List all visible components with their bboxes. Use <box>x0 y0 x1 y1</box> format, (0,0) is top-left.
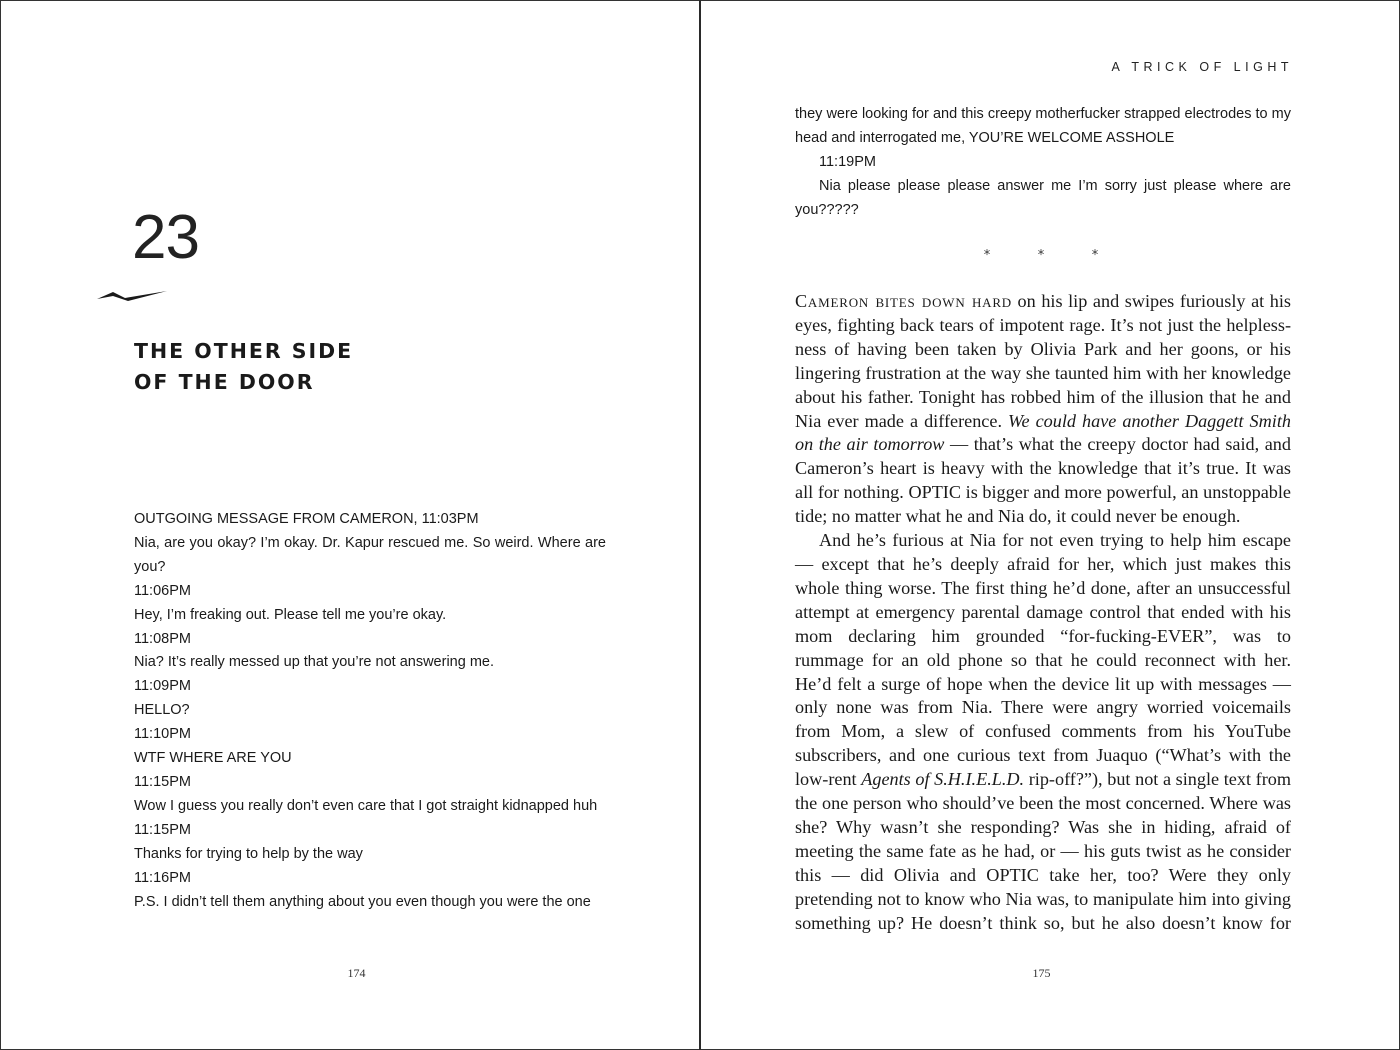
message-text: Wow I guess you really don’t even care that I got straight kidnapped huh <box>134 797 598 814</box>
message-log <box>109 508 609 914</box>
paragraph-text: — that’s what the creepy doctor had said, and Cameron’s heart is heavy with the knowledge that it’s true. It was all for nothing. OPTIC is bigger and more powerful, an unstoppable tide; no matter what he and Nia do, it could never be enough. <box>795 434 1291 527</box>
page-number: 175 <box>1032 966 1051 980</box>
paragraph <box>795 529 1291 935</box>
paragraph <box>795 290 1291 529</box>
message-header: OUTGOING MESSAGE FROM CAMERON, 11:03PM <box>134 511 479 527</box>
message-text: Nia, are you okay? I’m okay. Dr. Kapur rescued me. So weird. Where are you? <box>134 534 606 575</box>
italic-title: Agents of S.H.I.E.L.D. <box>861 769 1025 790</box>
message-timestamp: 11:19PM <box>819 154 876 170</box>
message-text: they were looking for and this creepy motherfucker strapped electrodes to my head and interrogated me, YOU’RE WELCOME ASSHOLE <box>795 106 1291 146</box>
message-text: Hey, I’m freaking out. Please tell me you’re okay. <box>134 606 447 623</box>
scene-break <box>981 248 1101 263</box>
left-page <box>0 0 699 1050</box>
chapter-number: 23 <box>132 203 199 272</box>
italic-quote: We could have another Daggett Smith on the air tomorrow <box>795 410 1291 455</box>
running-head: A TRICK OF LIGHT <box>1111 60 1293 74</box>
chapter-title-line-1: THE OTHER SIDE <box>134 339 354 363</box>
scene-break-asterisk: * <box>1037 248 1045 263</box>
message-timestamp: 11:06PM <box>134 582 191 599</box>
paragraph-text: And he’s furious at Nia for not even trying to help him escape — except that he’s deeply afraid for her, which just makes this whole thing worse. The first thing he’d done, after an unsuccessful attempt at emergency parental damage control that ended with his mom declaring him grounded “for-fucking-EVER”, was to rummage for an old phone so that he could reconnect with her. He’d felt a surge of hope when the device lit up with messages — only none was from Nia. There were angry worried voicemails from Mom, a slew of confused comments from his YouTube subscribers, and one curious text from Juaquo (“What’s with the low-rent <box>795 530 1291 790</box>
message-text: HELLO? <box>134 702 190 719</box>
last-message: Nia please please please answer me I’m sorry just please where are you????? <box>795 178 1291 218</box>
message-timestamp: 11:16PM <box>134 869 191 886</box>
chapter-title-line-2: OF THE DOOR <box>134 370 315 394</box>
paragraph-lead-in: Cameron bites down hard <box>795 291 1012 311</box>
chapter-ornament-icon <box>96 286 168 306</box>
body-text <box>795 290 1291 935</box>
paragraph-text: rip-off?”), but not a single text from the one person who should’ve been the most concerned. Where was she? Why wasn’t she responding? Was she in hiding, afraid of meeting the same fate as he had, or — his guts twist as he consider this — did Olivia and OPTIC take her, too? Were they only pretending not to know who Nia was, to manipulate him into giving something up? He doesn’t think so, but he also doesn’t know for <box>795 769 1292 933</box>
message-text: WTF WHERE ARE YOU <box>134 750 292 767</box>
chapter-title <box>134 336 353 398</box>
right-page <box>701 0 1400 1050</box>
message-text <box>795 174 1291 222</box>
message-timestamp: 11:15PM <box>134 821 191 838</box>
message-timestamp: 11:15PM <box>134 773 191 790</box>
page-number: 174 <box>347 966 366 980</box>
message-timestamp: 11:08PM <box>134 630 191 647</box>
paragraph-text: on his lip and swipes furiously at his eyes, fighting back tears of impotent rage. It’s not just the helplessness of having been taken by Olivia Park and her goons, or his lingering frustration at the way she taunted him with her knowledge about his father. Tonight has robbed him of the illusion that he and Nia ever made a difference. <box>795 291 1292 431</box>
message-timestamp: 11:09PM <box>134 678 191 695</box>
message-log-continued <box>795 102 1291 222</box>
message-text: Thanks for trying to help by the way <box>134 845 363 862</box>
message-text: Nia? It’s really messed up that you’re not answering me. <box>134 654 494 671</box>
scene-break-asterisk: * <box>983 248 991 263</box>
message-text: P.S. I didn’t tell them anything about you even though you were the one <box>134 893 591 910</box>
scene-break-asterisk: * <box>1091 248 1099 263</box>
message-timestamp: 11:10PM <box>134 726 191 743</box>
